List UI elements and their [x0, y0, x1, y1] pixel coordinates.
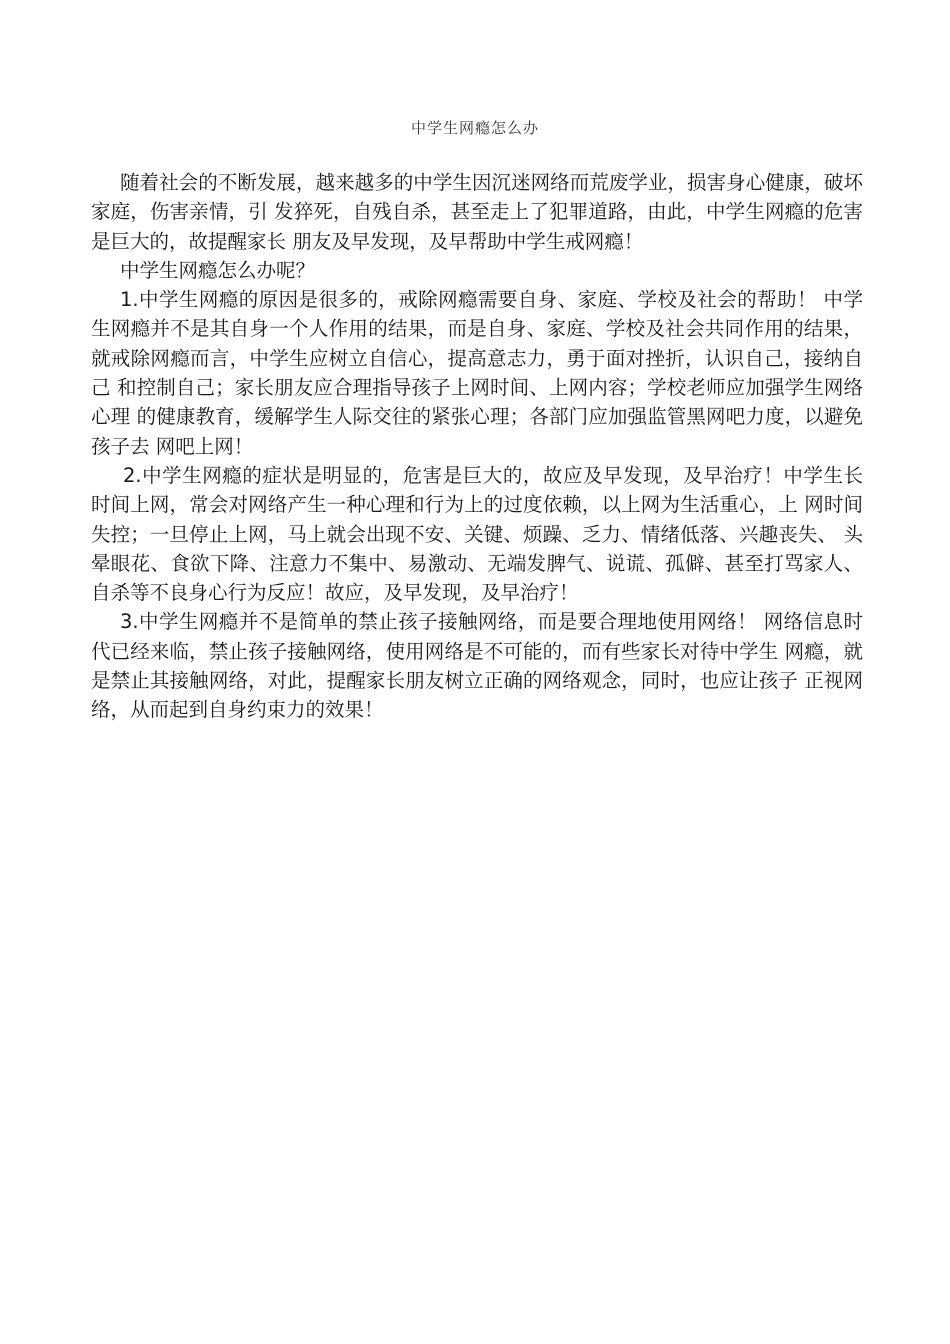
document-title: 中学生网瘾怎么办 [410, 119, 539, 137]
point-2-paragraph: 2.中学生网瘾的症状是明显的，危害是巨大的，故应及早发现，及早治疗！中学生长时间上网，常会对网络产生一种心理和行为上的过度依赖，以上网为生活重心，上 网时间失控；一旦停止上网，马上就会出现不安、关键、烦躁、乏力、情绪低落、兴趣丧失、 头晕眼花、食欲下降、注意力不集中、易激动、无端发脾气、说谎、孤僻、甚至打骂家人、 自杀等不良身心行为反应！故应，及早发现，及早治疗！ [91, 463, 863, 605]
point-1-paragraph: 1.中学生网瘾的原因是很多的，戒除网瘾需要自身、家庭、学校及社会的帮助！ 中学生网瘾并不是其自身一个人作用的结果，而是自身、家庭、学校及社会共同作用的结果， 就戒除网瘾而言，中学生应树立自信心，提高意志力，勇于面对挫折，认识自己，接纳自己 和控制自己；家长朋友应合理指导孩子上网时间、上网内容；学校老师应加强学生网络心理 的健康教育，缓解学生人际交往的紧张心理；各部门应加强监管黑网吧力度，以避免孩子去 网吧上网！ [91, 288, 863, 458]
intro-paragraph: 随着社会的不断发展，越来越多的中学生因沉迷网络而荒废学业，损害身心健康，破坏家庭，伤害亲情，引 发猝死，自残自杀，甚至走上了犯罪道路，由此，中学生网瘾的危害是巨大的，故提醒家长 朋友及早发现，及早帮助中学生戒网瘾！ [91, 171, 863, 253]
question-paragraph: 中学生网瘾怎么办呢？ [120, 258, 316, 282]
document-body [91, 168, 863, 725]
point-3-paragraph: 3.中学生网瘾并不是简单的禁止孩子接触网络，而是要合理地使用网络！ 网络信息时代已经来临，禁止孩子接触网络，使用网络是不可能的，而有些家长对待中学生 网瘾，就是禁止其接触网络，对此，提醒家长朋友树立正确的网络观念，同时，也应让孩子 正视网络，从而起到自身约束力的效果！ [91, 610, 863, 722]
